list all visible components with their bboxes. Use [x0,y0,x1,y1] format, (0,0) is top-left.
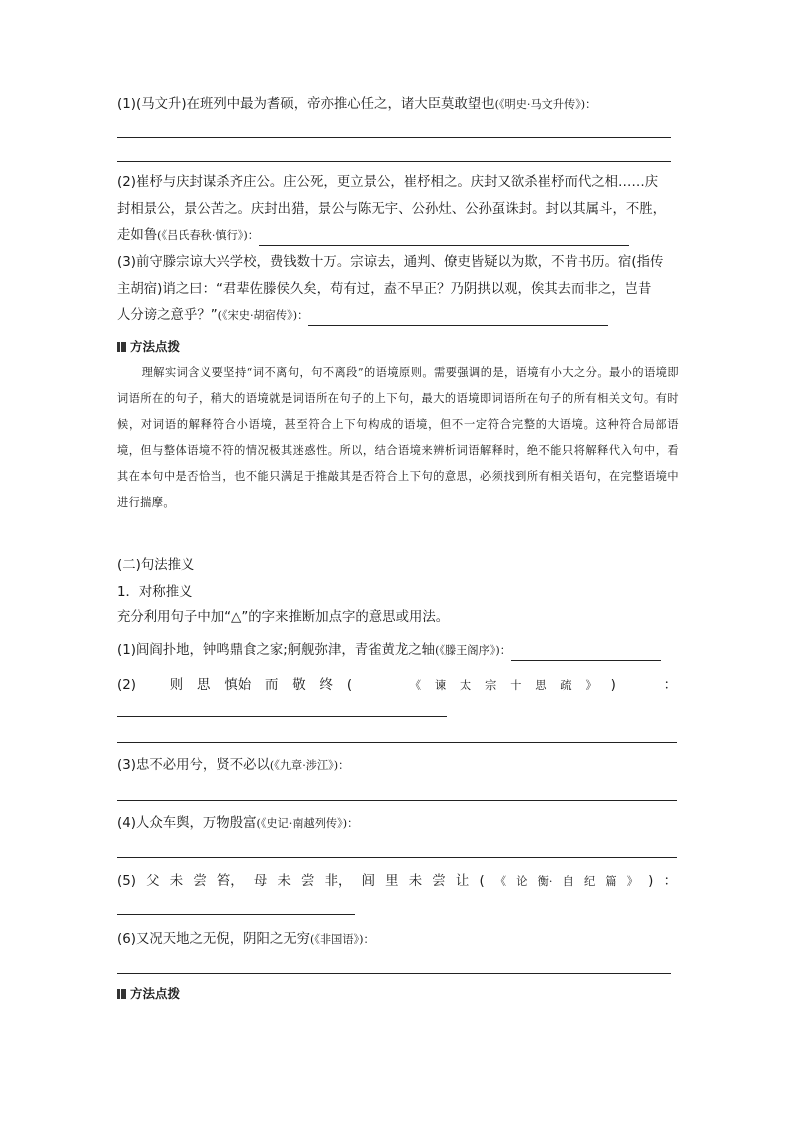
question-1 [117,95,596,115]
method-tip-heading: 方法点拨 [117,338,180,356]
instruction-text: 充分利用句子中加“△”的字来推断加点字的意思或用法。 [117,610,450,625]
answer-line[interactable] [117,914,355,915]
answer-line[interactable] [117,742,677,743]
question-1-text: (1)(马文升)在班列中最为耆硕，帝亦推心任之，诸大臣莫敢望也 [117,97,495,112]
section-marker-icon [117,989,126,999]
section-marker-icon [117,342,126,352]
syntax-item-4: (4)人众车舆，万物殷富(《史记·南越列传》)： [117,816,359,831]
syntax-item-1: (1)闾阎扑地，钟鸣鼎食之家;舸舰弥津，青雀黄龙之轴(《滕王阁序》)： [117,641,661,661]
syntax-item-1-source: (《滕王阁序》)： [435,644,511,657]
syntax-item-4-source: (《史记·南越列传》)： [256,817,359,830]
syntax-item-3: (3)忠不必用兮，贤不必以(《九章·涉江》)： [117,758,350,773]
question-2-source: (《吕氏春秋·慎行》)： [157,229,259,242]
syntax-item-6: (6)又况天地之无倪，阴阳之无穷(《非国语》)： [117,932,375,947]
answer-line[interactable] [117,973,671,974]
question-2-line-1: (2)崔杼与庆封谋杀齐庄公。庄公死，更立景公，崔杼相之。庆封又欲杀崔杼而代之相……庆 [117,175,659,190]
answer-line[interactable] [117,800,677,801]
answer-line[interactable] [117,716,447,717]
answer-line[interactable] [117,161,671,162]
question-3-source: (《宋史·胡宿传》)： [217,309,309,322]
method-tip-heading-2: 方法点拨 [117,985,180,1003]
syntax-item-6-source: (《非国语》)： [310,933,375,946]
question-3-line-2: 主胡宿)诮之曰：“君辈佐滕侯久矣，苟有过，盍不早正？乃阴拱以观，俟其去而非之，岂昔 [117,282,652,297]
section-title: (二)句法推义 [117,558,195,573]
syntax-item-5: (5) 父 未 尝 笞， 母 未 尝 非， 闾 里 未 尝 让 ( 《 论 衡· 自 纪 篇 》 ) ： [117,874,677,889]
syntax-item-2: (2) 则 思 慎始 而 敬 终 ( 《 谏 太 宗 十 思 疏 》 ) ： [117,678,677,693]
question-3-line-3: 人分谤之意乎？”(《宋史·胡宿传》)： [117,306,608,326]
method-tip-paragraph: 理解实词含义要坚持“词不离句，句不离段”的语境原则。需要强调的是，语境有小大之分。最小的语境即词语所在的句子，稍大的语境就是词语所在句子的上下句，最大的语境即词语所在句子的所有相关文句。有时候，对词语的解释符合小语境，甚至符合上下句构成的语境，但不一定符合完整的大语境。这种符合局部语境，但与整体语境不符的情况极其迷惑性。所以，结合语境来辨析词语解释时，绝不能只将解释代入句中，看其在本句中是否恰当，也不能只满足于推敲其是否符合上下句的意思，必须找到所有相关语句，在完整语境中进行揣摩。 [117,366,679,509]
answer-line[interactable] [511,646,661,661]
question-2-line-2: 封相景公，景公苦之。庆封出猎，景公与陈无宇、公孙灶、公孙虿诛封。封以其属斗，不胜， [117,202,667,217]
answer-line[interactable] [117,857,677,858]
subsection-title: 1．对称推义 [117,585,193,600]
question-2-line-3: 走如鲁(《吕氏春秋·慎行》)： [117,226,629,246]
syntax-item-3-source: (《九章·涉江》)： [269,759,350,772]
question-3-line-1: (3)前守滕宗谅大兴学校，费钱数十万。宗谅去，通判、僚吏皆疑以为欺，不肯书历。宿(指传 [117,255,664,270]
question-1-source: (《明史·马文升传》)： [494,98,597,111]
answer-line[interactable] [259,231,629,246]
answer-line[interactable] [308,311,608,326]
answer-line[interactable] [117,137,671,138]
